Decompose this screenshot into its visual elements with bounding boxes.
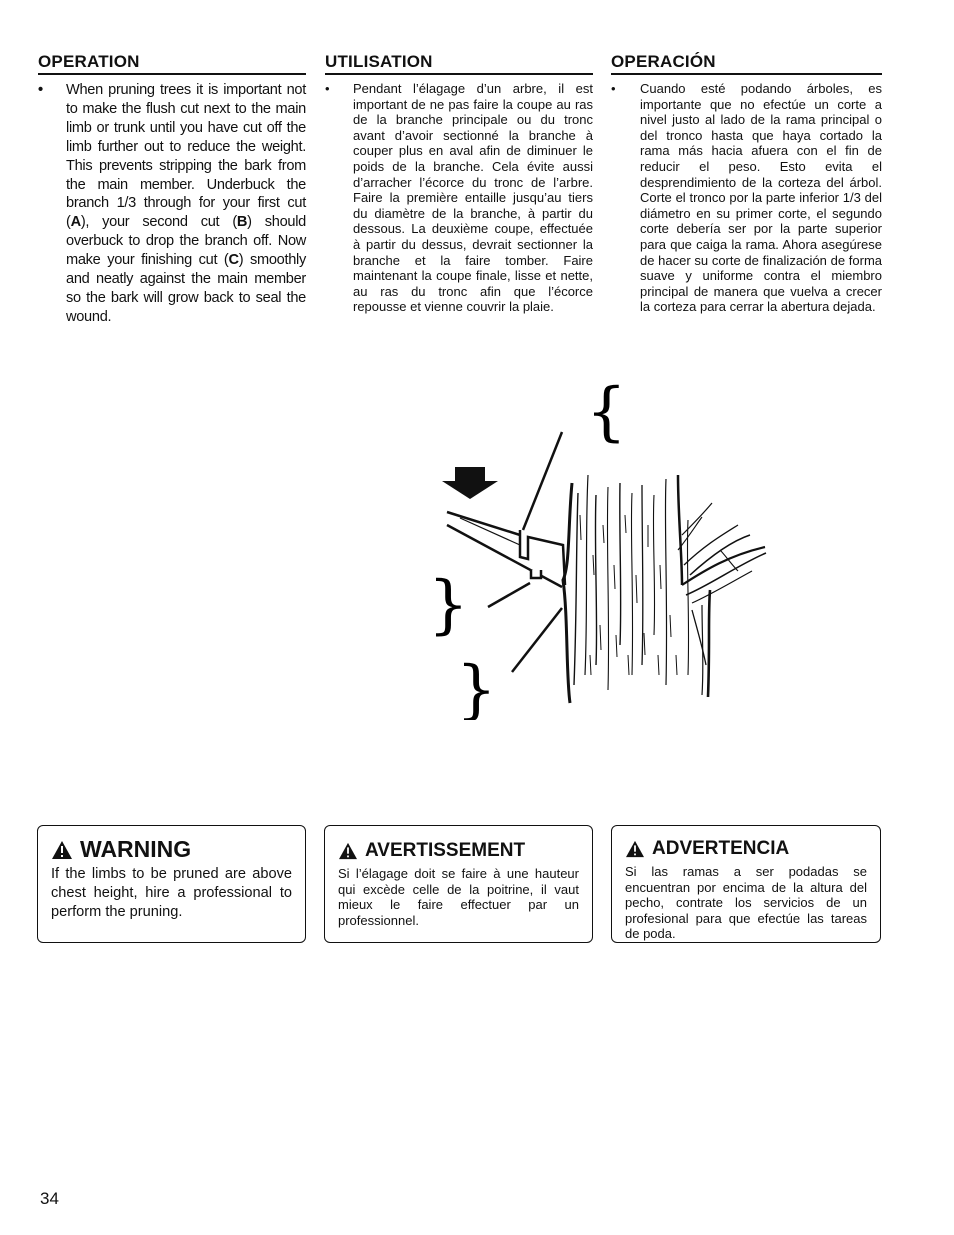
instruction-bullet-english — [38, 81, 306, 327]
tree-trunk — [563, 475, 766, 703]
section-heading-spanish: OPERACIÓN — [611, 52, 882, 75]
callout-brace-middle: } — [428, 568, 469, 642]
instruction-text-french: Pendant l’élagage d’un arbre, il est important de ne pas faire la coupe au ras de la branche principale ou du tronc avant d’avoir sectionné la branche à couper plus en aval afin de diminuer le poids de la branche. Cela évite aussi d’arracher l’écorce du tronc de l’arbre. Faire la première entaille jusqu’au tiers du diamètre de la branche, à partir du dessous. La deuxième coupe, effectuée à partir du dessus, devrait sectionner la branche et la faire tomber. Faire maintenant la coupe finale, lisse et nette, au ras du tronc afin que l’écorce repousse et vienne couvrir la plaie. — [353, 81, 593, 315]
warning-text: Si las ramas a ser podadas se encuentran por encima de la altura del pecho, contrate los servicios de un profesional para que efectúe las tareas de poda. — [625, 864, 867, 941]
warning-box-french — [324, 825, 593, 943]
warning-header — [625, 838, 867, 860]
warning-title: ADVERTENCIA — [652, 838, 790, 859]
instruction-text-english — [66, 81, 306, 327]
warning-triangle-icon — [51, 840, 73, 860]
tree-pruning-illustration — [420, 375, 780, 720]
section-heading-english: OPERATION — [38, 52, 306, 75]
page-number: 34 — [40, 1189, 59, 1208]
cut-label-c: C — [228, 252, 239, 269]
text-segment: ) smoothly and neatly against the main member so the bark will grow back to seal the wound. — [66, 252, 306, 325]
warning-title: WARNING — [80, 836, 192, 862]
warning-box-spanish — [611, 825, 881, 943]
operation-column-french — [325, 52, 593, 315]
callout-brace-bottom: } — [456, 653, 497, 720]
cut-label-b: B — [236, 214, 248, 231]
text-segment: When pruning trees it is important not to make the flush cut next to the main limb or trunk until you have cut off the limb further out to reduce the weight. This prevents stripping the bark from the main member. Underbuck the branch 1/3 through for your first cut ( — [66, 82, 306, 231]
cut-label-a: A — [70, 214, 81, 231]
operation-column-english — [38, 52, 306, 327]
bullet-marker: • — [38, 82, 43, 98]
instruction-bullet-french — [325, 81, 593, 315]
warning-text: If the limbs to be pruned are above chest height, hire a professional to perform the pruning. — [51, 866, 292, 920]
warning-triangle-icon — [625, 840, 645, 858]
warning-header — [51, 836, 292, 863]
warning-title: AVERTISSEMENT — [365, 840, 526, 861]
instruction-text-spanish: Cuando esté podando árboles, es importante que no efectúe un corte a nivel justo al lado de la rama principal o del tronco hasta que haya cortado la rama más hacia afuera con el fin de reducir el peso. Esto evita el desprendimiento de la corteza del árbol. Corte el tronco por la parte inferior 1/3 del diámetro en su primer corte, el segundo corte debería ser por la parte superior para que caiga la rama. Ahora asegúrese de hacer su corte de finalización de forma suave y uniforme contra el miembro principal de manera que vuelva a crecer la corteza para cerrar la abertura dejada. — [640, 81, 882, 315]
warning-text: Si l’élagage doit se faire à une hauteur qui excède celle de la poitrine, il vaut mieux le faire effectuer par un professionnel. — [338, 866, 579, 928]
operation-column-spanish — [611, 52, 882, 315]
warning-box-english — [37, 825, 306, 943]
warning-triangle-icon — [338, 842, 358, 860]
warning-header — [338, 840, 579, 862]
section-heading-french: UTILISATION — [325, 52, 593, 75]
bullet-marker: • — [611, 81, 616, 96]
text-segment: ) should overbuck to drop the branch off. Now make your finishing cut ( — [66, 214, 306, 269]
text-segment: ), your second cut ( — [80, 214, 237, 231]
callout-brace-top: { — [586, 375, 627, 449]
bullet-marker: • — [325, 81, 330, 96]
down-arrow-icon — [442, 467, 498, 499]
instruction-bullet-spanish — [611, 81, 882, 315]
